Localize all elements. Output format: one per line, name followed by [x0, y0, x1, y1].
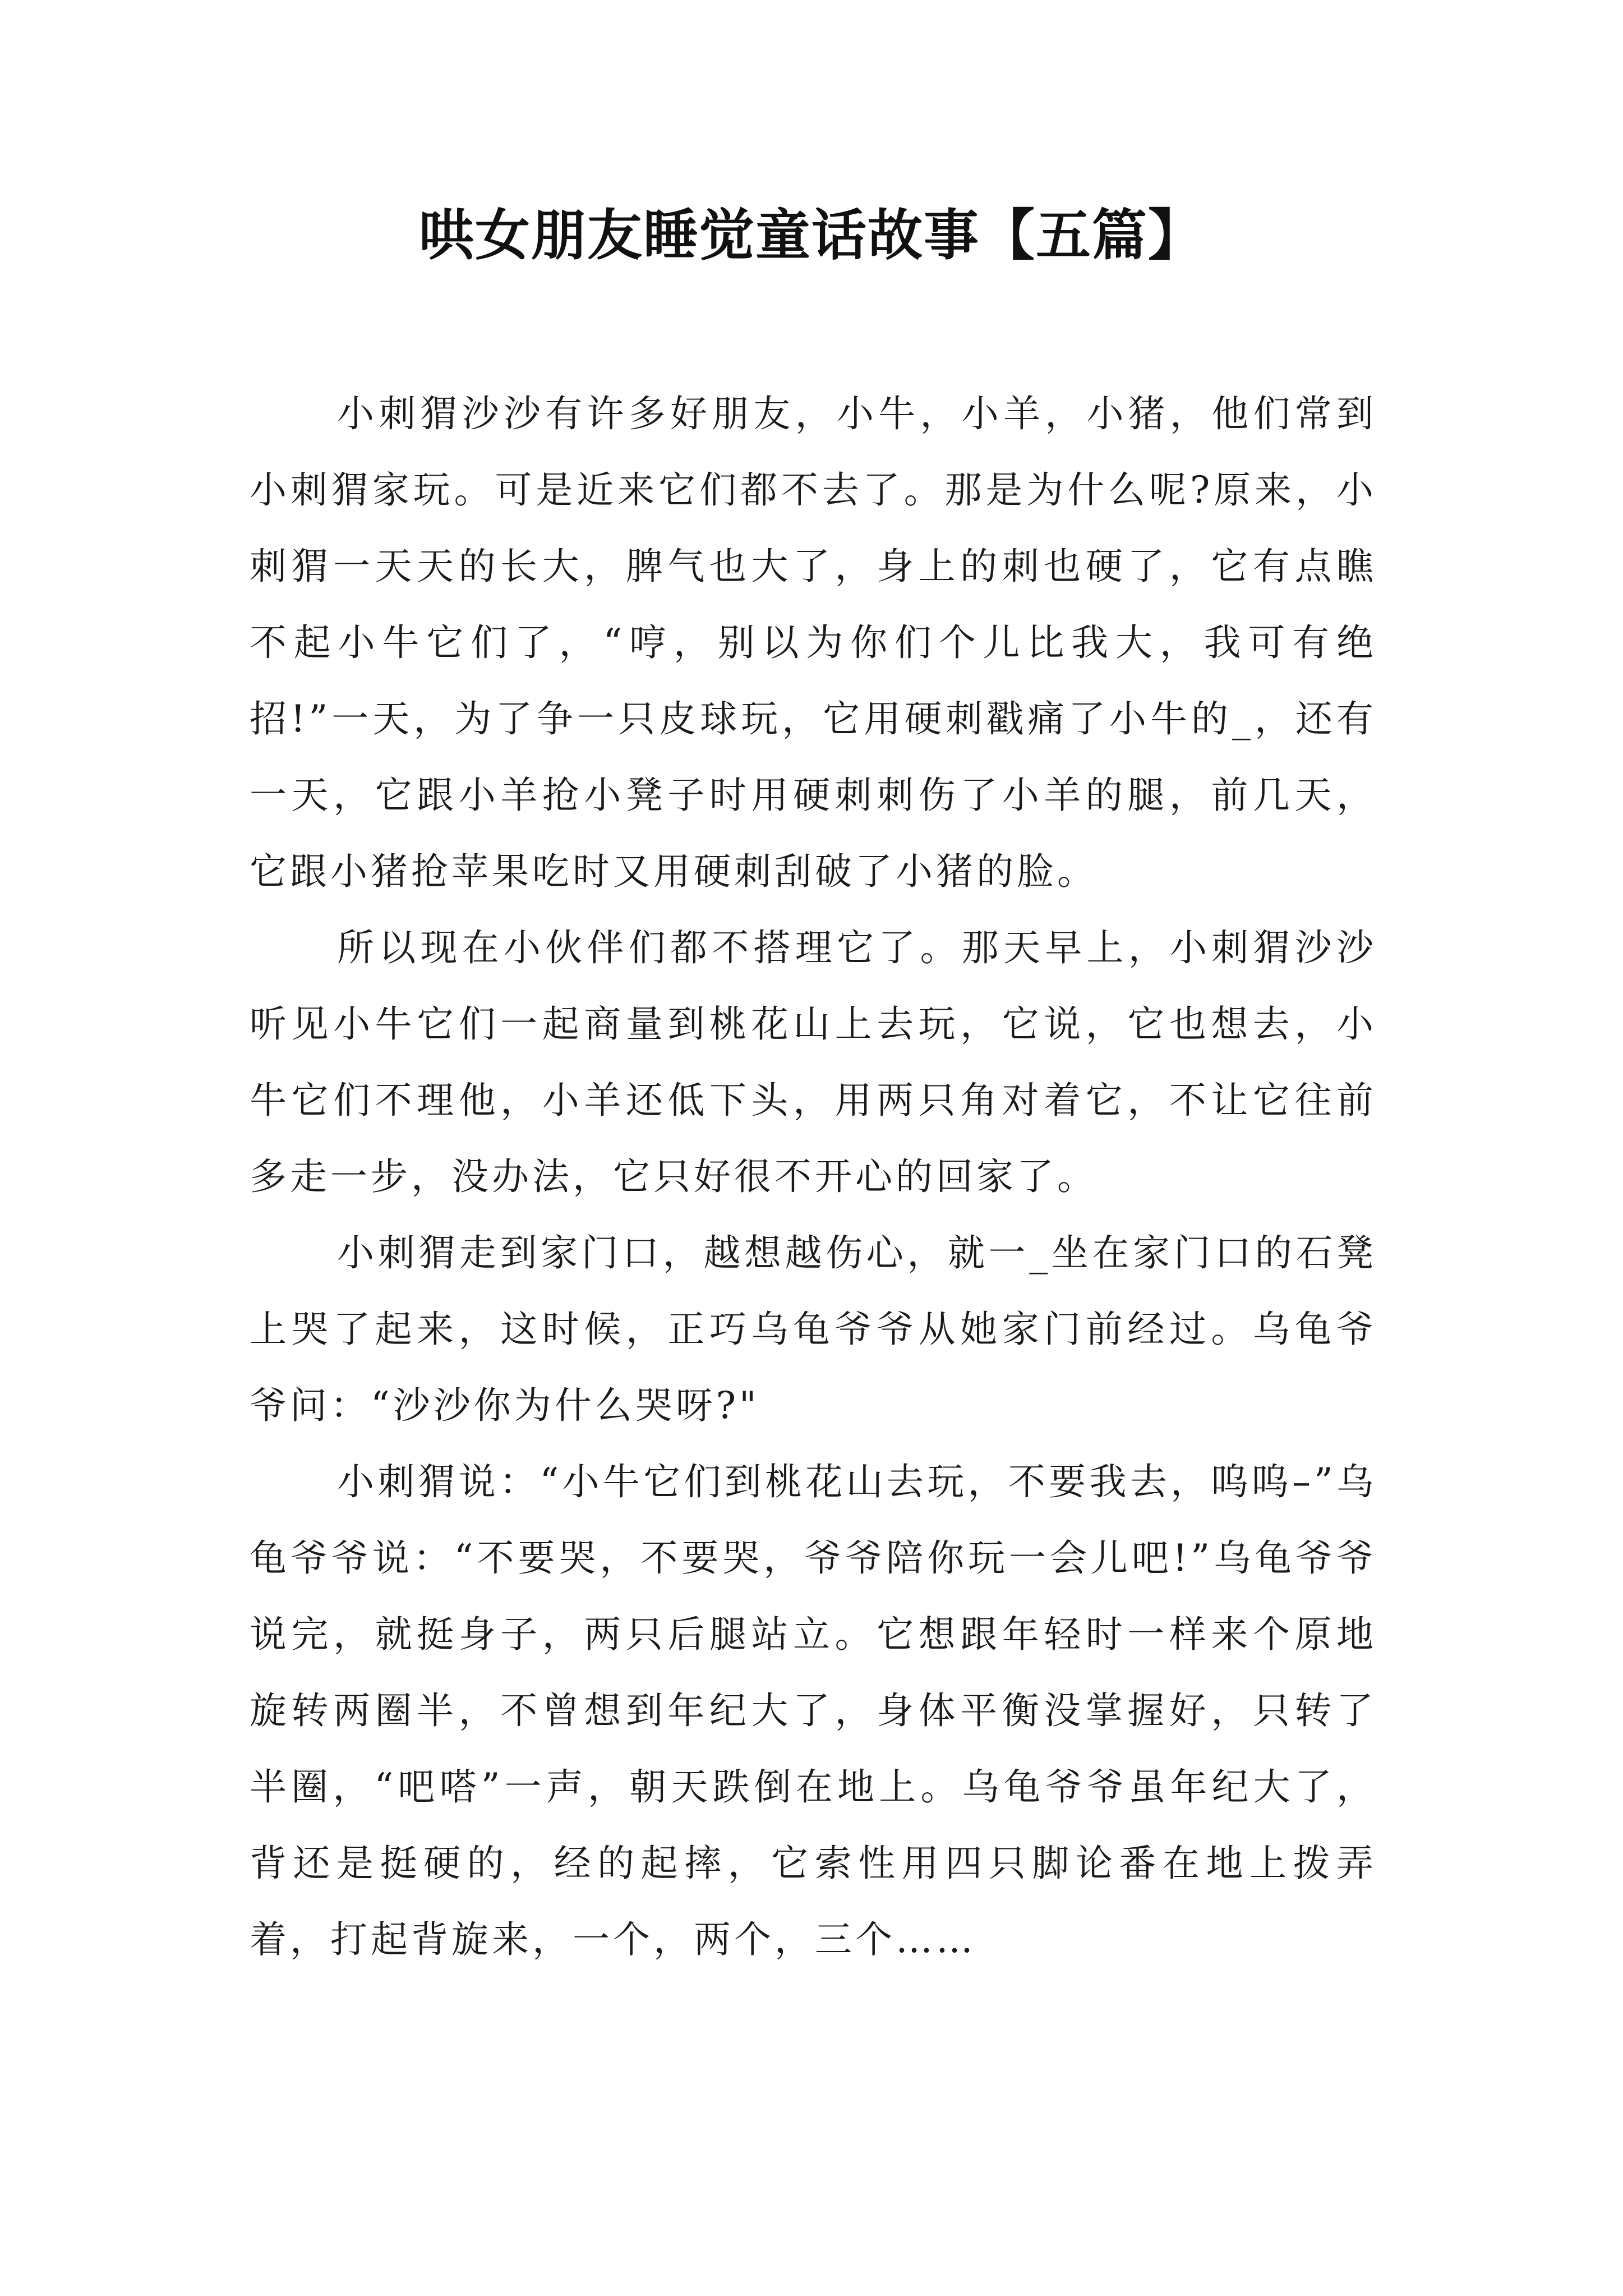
paragraph-1: 小刺猬沙沙有许多好朋友，小牛，小羊，小猪，他们常到小刺猬家玩。可是近来它们都不去了。那是为什么呢?原来，小刺猬一天天的长大，脾气也大了，身上的刺也硬了，它有点瞧不起小牛它们了，“哼，别以为你们个儿比我大，我可有绝招!”一天，为了争一只皮球玩，它用硬刺戳痛了小牛的_，还有一天，它跟小羊抢小凳子时用硬刺刺伤了小羊的腿，前几天，它跟小猪抢苹果吃时又用硬刺刮破了小猪的脸。 [250, 392, 1377, 893]
document-title: 哄女朋友睡觉童话故事【五篇】 [418, 203, 1204, 268]
paragraph-3: 小刺猬走到家门口，越想越伤心，就一_坐在家门口的石凳上哭了起来，这时候，正巧乌龟爷爷从她家门前经过。乌龟爷爷问：“沙沙你为什么哭呀?" [250, 1231, 1377, 1427]
paragraph-4: 小刺猬说：“小牛它们到桃花山去玩，不要我去，呜呜–”乌龟爷爷说：“不要哭，不要哭，爷爷陪你玩一会儿吧!”乌龟爷爷说完，就挺身子，两只后腿站立。它想跟年轻时一样来个原地旋转两圈半，不曾想到年纪大了，身体平衡没掌握好，只转了半圈，“吧嗒”一声，朝天跌倒在地上。乌龟爷爷虽年纪大了，背还是挺硬的，经的起摔，它索性用四只脚论番在地上拨弄着，打起背旋来，一个，两个，三个…… [250, 1460, 1377, 1961]
paragraph-2: 所以现在小伙伴们都不搭理它了。那天早上，小刺猬沙沙听见小牛它们一起商量到桃花山上去玩，它说，它也想去，小牛它们不理他，小羊还低下头，用两只角对着它，不让它往前多走一步，没办法，它只好很不开心的回家了。 [250, 926, 1377, 1198]
document-body [250, 376, 1377, 1978]
